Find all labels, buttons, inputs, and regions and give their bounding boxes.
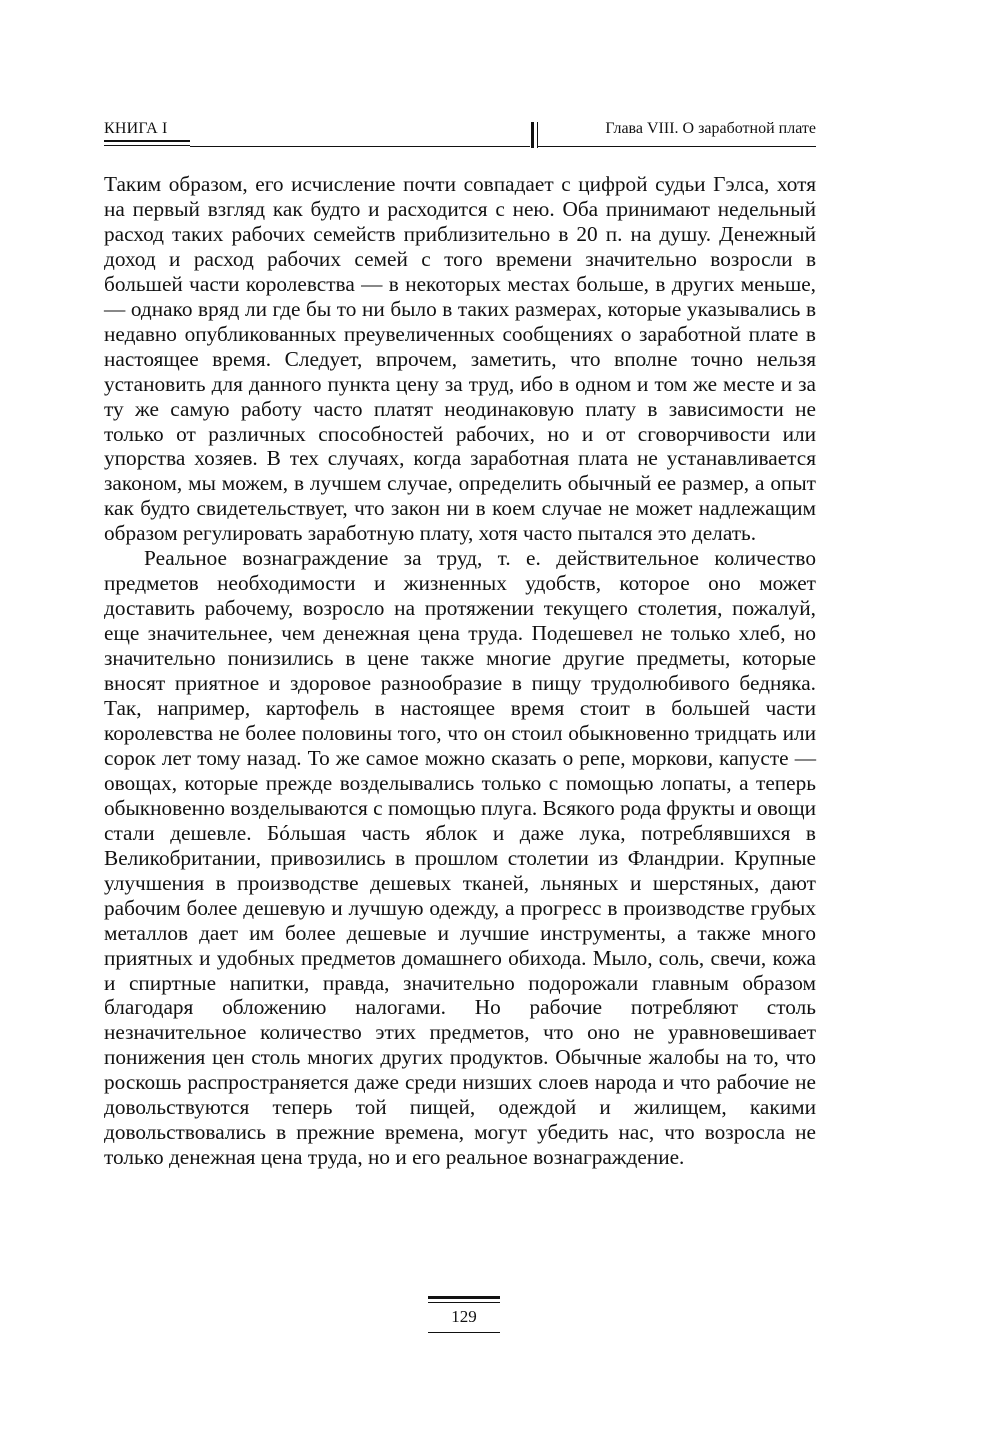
footer-rule-thin bbox=[428, 1302, 500, 1303]
page-number: 129 bbox=[451, 1307, 477, 1326]
header-divider-bar bbox=[531, 122, 534, 148]
main-text bbox=[104, 172, 816, 1170]
header-rule-left-thick bbox=[104, 140, 190, 142]
footer-rule-bottom bbox=[428, 1332, 500, 1333]
header-rule-middle bbox=[190, 146, 530, 147]
header-divider-bar-thin bbox=[537, 122, 538, 148]
chapter-title: Глава VIII. О заработной плате bbox=[605, 120, 816, 137]
running-header bbox=[104, 120, 816, 150]
header-rule-right bbox=[538, 146, 816, 147]
header-rule-left-thin bbox=[104, 145, 190, 146]
page-footer bbox=[428, 1296, 500, 1340]
footer-rule-thick bbox=[428, 1296, 500, 1299]
paragraph-1: Таким образом, его исчисление почти совпадает с цифрой судьи Гэлса, хотя на первый взгляд как будто и расходится с нею. Оба принимают недельный расход таких рабочих семейств приблизительно в 20 п. на душу. Денежный доход и расход рабочих семей с того времени значительно возросли в большей части королевства — в некоторых местах больше, в других меньше, — однако вряд ли где бы то ни было в таких размерах, которые указывались в недавно опубликованных преувеличенных сообщениях о заработной плате в настоящее время. Следует, впрочем, заметить, что вполне точно нельзя установить для данного пункта цену за труд, ибо в одном и том же месте и за ту же самую работу часто платят неодинаковую плату в зависимости не только от различных способностей рабочих, но и от сговорчивости или упорства хозяев. В тех случаях, когда заработная плата не устанавливается законом, мы можем, в лучшем случае, определить обычный ее размер, а опыт как будто свидетельствует, что закон ни в коем случае не может надлежащим образом регулировать заработную плату, хотя часто пытался это делать. bbox=[104, 172, 816, 546]
paragraph-2: Реальное вознаграждение за труд, т. е. действительное количество предметов необходимости и жизненных удобств, которое оно может доставить рабочему, возросло на протяжении текущего столетия, пожалуй, еще значительнее, чем денежная цена труда. Подешевел не только хлеб, но значительно понизились в цене также многие другие предметы, которые вносят приятное и здоровое разнообразие в пищу трудолюбивого бедняка. Так, например, картофель в настоящее время стоит в большей части королевства не более половины того, что он стоил обыкновенно тридцать или сорок лет тому назад. То же самое можно сказать о репе, моркови, капусте — овощах, которые прежде возделывались только с помощью лопаты, а теперь обыкновенно возделываются с помощью плуга. Всякого рода фрукты и овощи стали дешевле. Бóльшая часть яблок и даже лука, потреблявшихся в Великобритании, привозились в прошлом столетии из Фландрии. Крупные улучшения в производстве дешевых тканей, льняных и шерстяных, дают рабочим более дешевую и лучшую одежду, а прогресс в производстве грубых металлов дает им более дешевые и лучшие инструменты, а также много приятных и удобных предметов домашнего обихода. Мыло, соль, свечи, кожа и спиртные напитки, правда, значительно подорожали главным образом благодаря обложению налогами. Но рабочие потребляют столь незначительное количество этих предметов, что оно не уравновешивает понижения цен столь многих других продуктов. Обычные жалобы на то, что роскошь распространяется даже среди низших слоев народа и что рабочие не довольствуются теперь той пищей, одеждой и жилищем, какими довольствовались в прежние времена, могут убедить нас, что возросла не только денежная цена труда, но и его реальное вознаграждение. bbox=[104, 546, 816, 1170]
book-title: КНИГА I bbox=[104, 120, 168, 137]
